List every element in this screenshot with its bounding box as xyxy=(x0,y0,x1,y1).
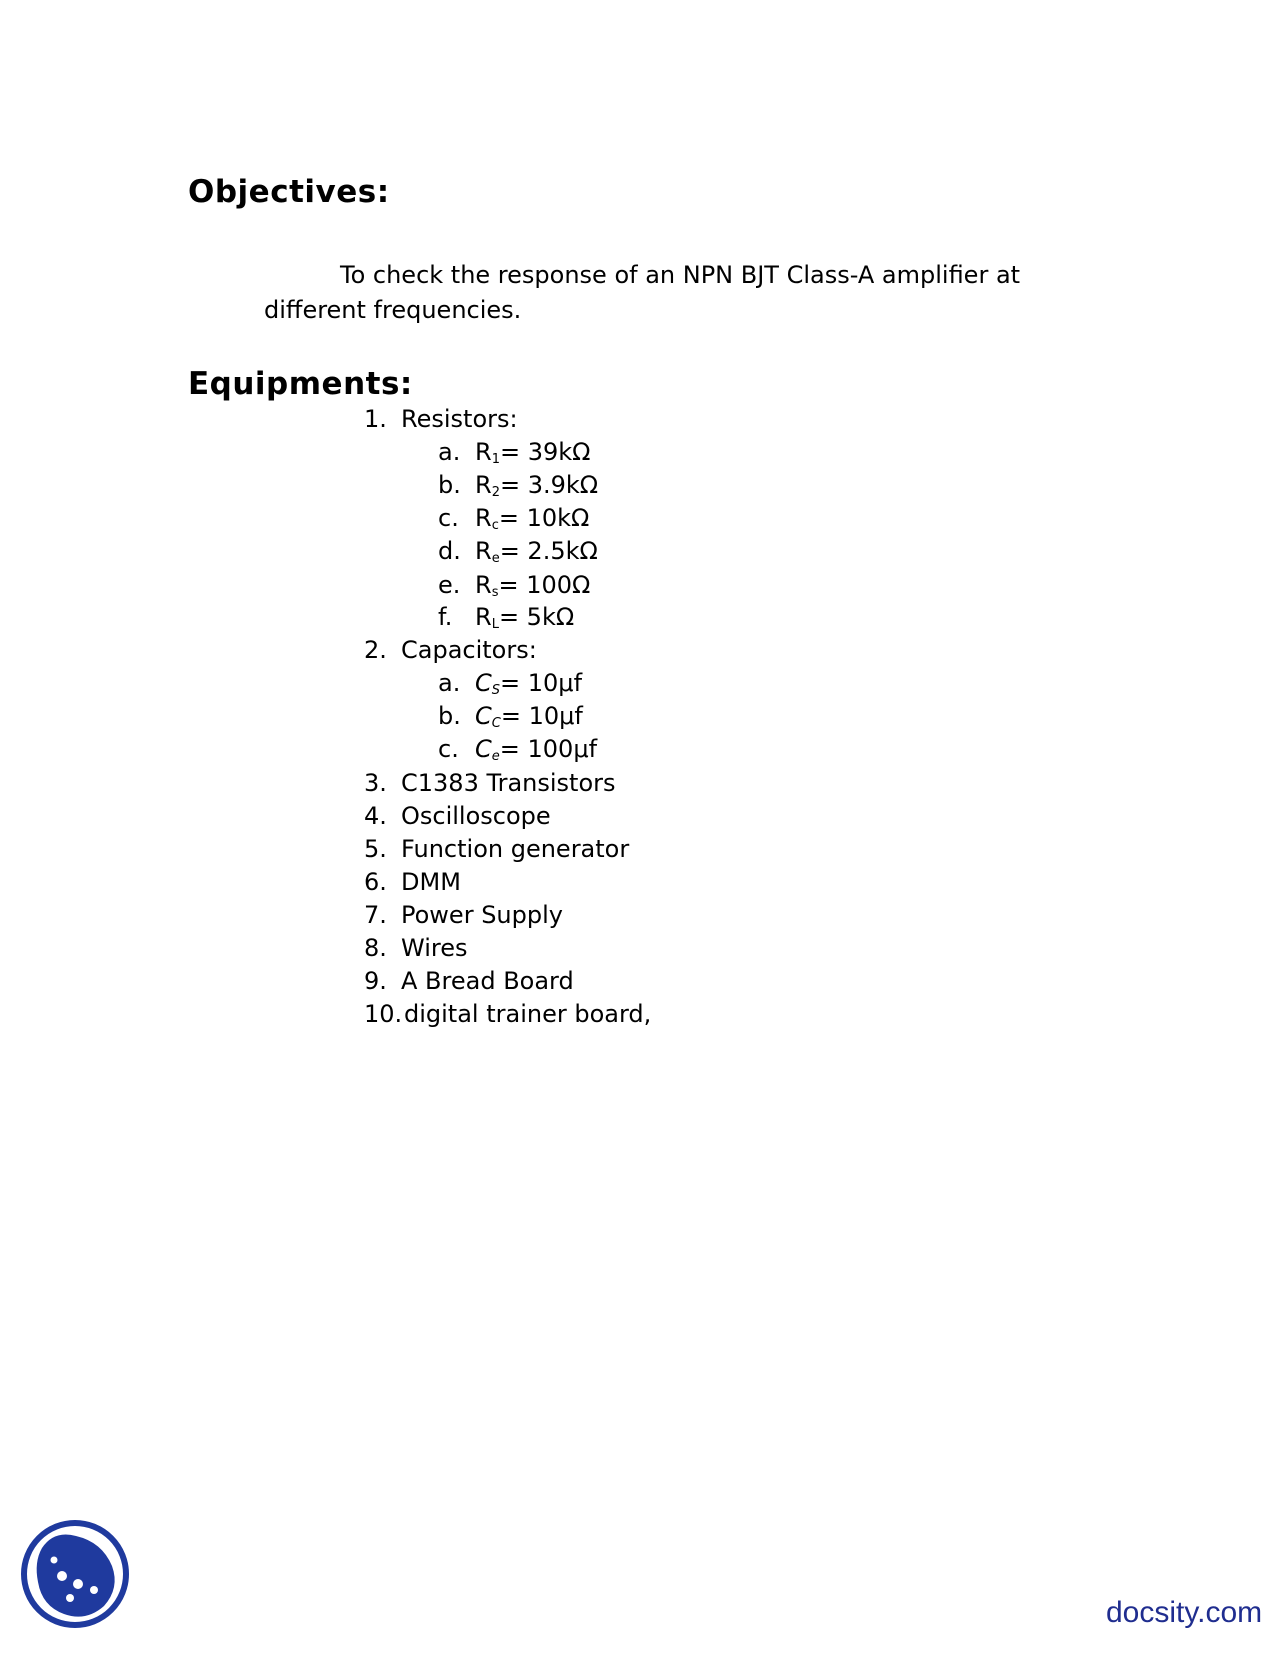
resistor-item: e. $R_s= 100\Omega$ xyxy=(438,571,591,600)
capacitor-item: c. $C_e= 100\mu f$ xyxy=(438,735,598,764)
list-item: 1. Resistors: xyxy=(364,405,518,433)
capacitor-item: a. $C_S= 10\mu f$ xyxy=(438,669,583,698)
list-item: 8. Wires xyxy=(364,934,468,962)
resistor-item: d. $R_e= 2.5k\Omega$ xyxy=(438,537,598,566)
list-item: 9. A Bread Board xyxy=(364,967,574,995)
objectives-paragraph xyxy=(264,258,1044,328)
list-item: 10.digital trainer board, xyxy=(364,1000,652,1028)
capacitor-item: b. $C_C= 10\mu f$ xyxy=(438,702,583,731)
resistor-item: a. $R_1= 39k\Omega$ xyxy=(438,438,591,467)
resistor-item: b. $R_2= 3.9k\Omega$ xyxy=(438,471,599,500)
list-item: 2. Capacitors: xyxy=(364,636,537,664)
objectives-text: To check the response of an NPN BJT Class-A amplifier at different frequencies. xyxy=(264,261,1021,324)
list-item: 4. Oscilloscope xyxy=(364,802,551,830)
resistor-item: c. $R_c= 10k\Omega$ xyxy=(438,504,590,533)
list-item: 6. DMM xyxy=(364,868,461,896)
list-item: 5. Function generator xyxy=(364,835,630,863)
resistor-item: f. $R_L= 5k\Omega$ xyxy=(438,603,575,632)
docsity-logo-icon[interactable] xyxy=(20,1518,130,1630)
objectives-heading: Objectives: xyxy=(188,174,390,210)
docsity-watermark[interactable]: docsity.com xyxy=(1106,1596,1263,1629)
list-item: 3. C1383 Transistors xyxy=(364,769,616,797)
list-item: 7. Power Supply xyxy=(364,901,563,929)
equipments-heading: Equipments: xyxy=(188,366,413,402)
